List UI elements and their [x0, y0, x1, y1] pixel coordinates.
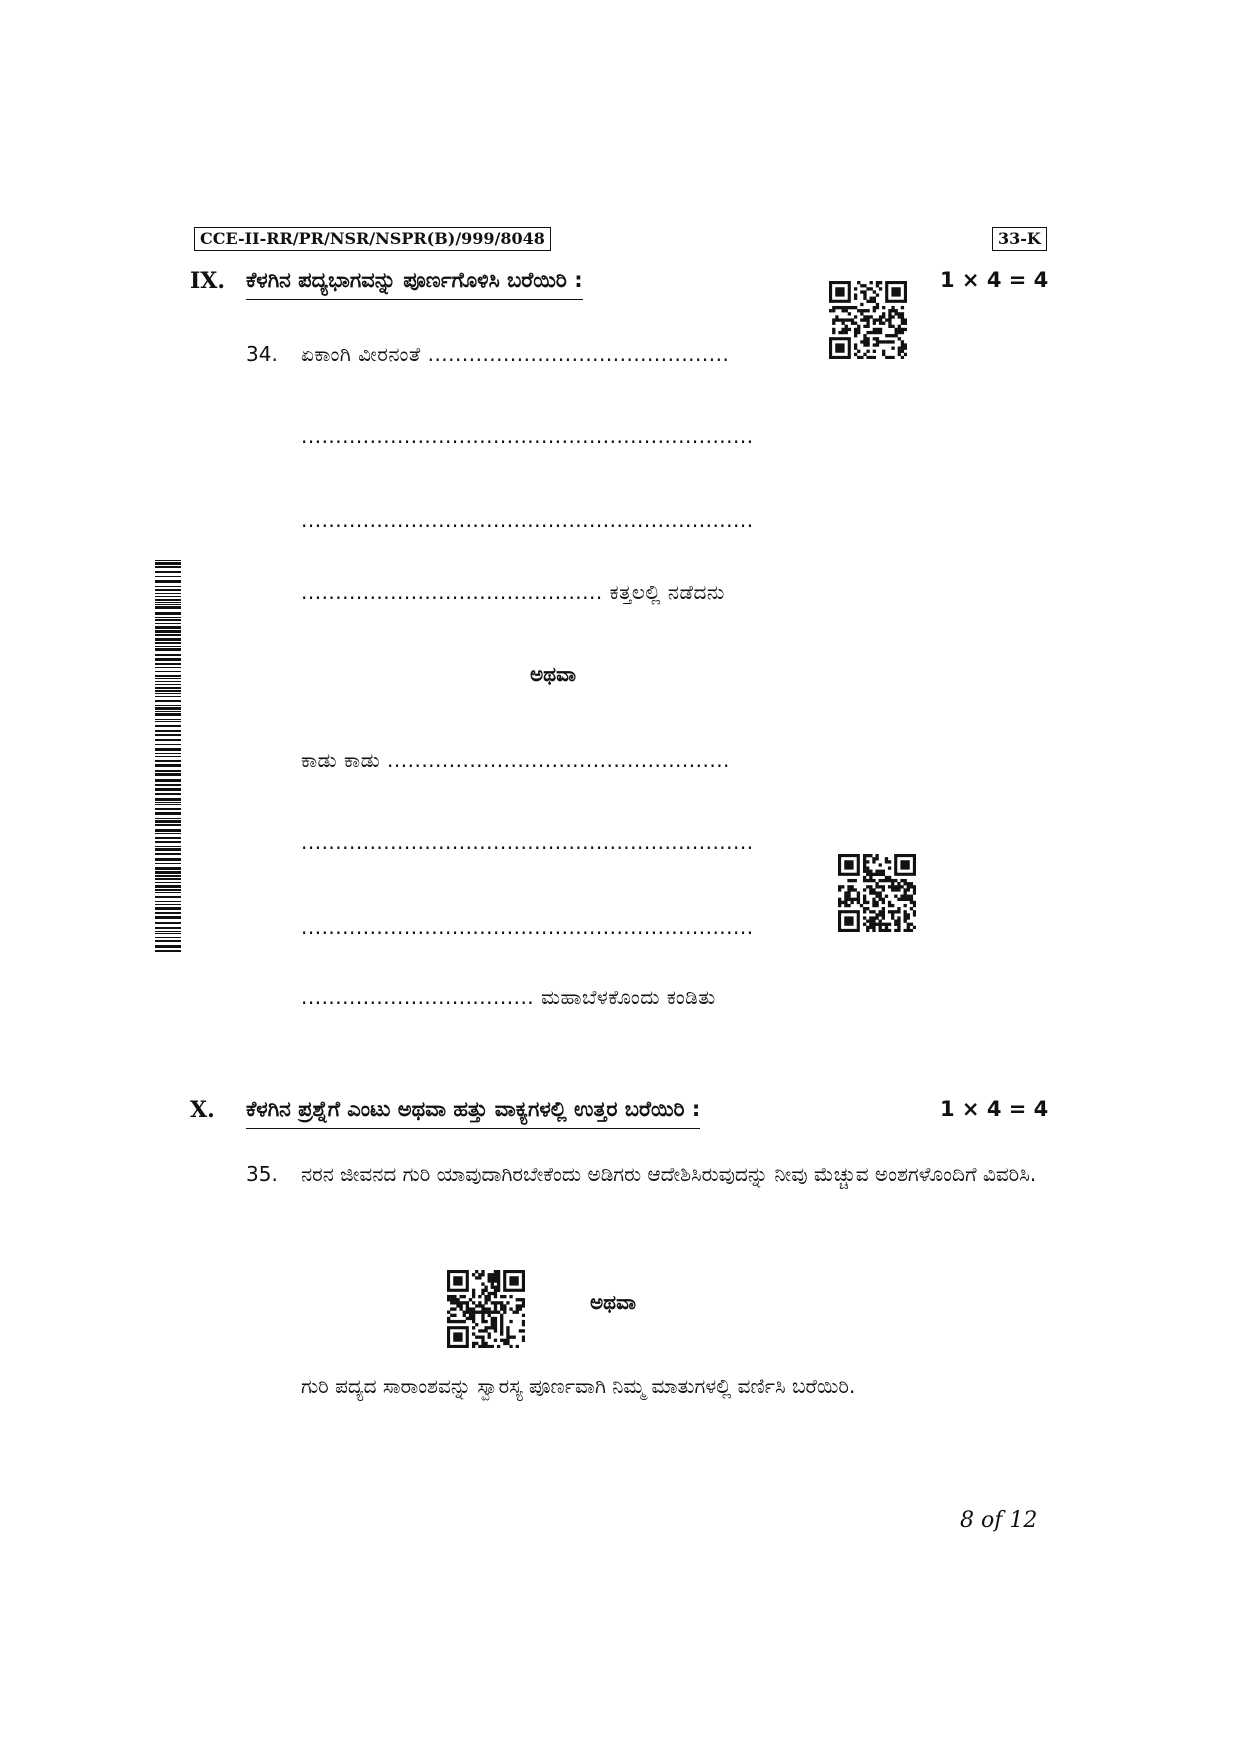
- alt-poem-line-3: ..................................................................: [301, 915, 754, 939]
- question-34-number: 34.: [246, 342, 278, 366]
- paper-id: 33-K: [992, 227, 1047, 251]
- alt-poem-line-1: ಕಾಡು ಕಾಡು ..................................................: [301, 748, 730, 772]
- section-x-number: X.: [190, 1097, 215, 1123]
- section-x-marks: 1 × 4 = 4: [940, 1097, 1049, 1121]
- question-35-alt-text: ಗುರಿ ಪದ್ಯದ ಸಾರಾಂಶವನ್ನು ಸ್ವಾರಸ್ಯ ಪೂರ್ಣವಾಗಿ ನಿಮ್ಮ ಮಾತುಗಳಲ್ಲಿ ವರ್ಣಿಸಿ ಬರೆಯಿರಿ.: [301, 1374, 856, 1398]
- section-x-title: ಕೆಳಗಿನ ಪ್ರಶ್ನೆಗೆ ಎಂಟು ಅಥವಾ ಹತ್ತು ವಾಕ್ಯಗಳಲ್ಲಿ ಉತ್ತರ ಬರೆಯಿರಿ :: [246, 1097, 700, 1129]
- qr-code-icon: [829, 281, 907, 359]
- section-ix-number: IX.: [190, 268, 226, 294]
- barcode-icon: [155, 560, 181, 952]
- poem-line-2: ..................................................................: [301, 424, 754, 448]
- question-35-text: ನರನ ಜೀವನದ ಗುರಿ ಯಾವುದಾಗಿರಬೇಕೆಂದು ಅಡಿಗರು ಆದೇಶಿಸಿರುವುದನ್ನು ನೀವು ಮೆಚ್ಚುವ ಅಂಶಗಳೊಂದಿಗೆ ವಿವರಿಸಿ.: [301, 1162, 1037, 1186]
- alt-poem-line-2: ..................................................................: [301, 830, 754, 854]
- or-label: ಅಥವಾ: [530, 662, 576, 686]
- poem-line-3: ..................................................................: [301, 508, 754, 532]
- question-35-number: 35.: [246, 1162, 278, 1186]
- qr-code-icon: [838, 854, 916, 932]
- section-ix-title: ಕೆಳಗಿನ ಪದ್ಯಭಾಗವನ್ನು ಪೂರ್ಣಗೊಳಿಸಿ ಬರೆಯಿರಿ :: [246, 268, 583, 300]
- section-ix-marks: 1 × 4 = 4: [940, 268, 1049, 292]
- poem-line-1: ಏಕಾಂಗಿ ವೀರನಂತೆ ............................................: [301, 342, 730, 366]
- page-number: 8 of 12: [960, 1508, 1038, 1533]
- poem-line-4: ............................................ ಕತ್ತಲಲ್ಲಿ ನಡೆದನು: [301, 580, 725, 604]
- qr-code-icon: [447, 1270, 525, 1348]
- paper-code: CCE-II-RR/PR/NSR/NSPR(B)/999/8048: [194, 227, 551, 251]
- or-label: ಅಥವಾ: [590, 1290, 636, 1314]
- alt-poem-line-4: .................................. ಮಹಾಬೆಳಕೊಂದು ಕಂಡಿತು: [301, 985, 716, 1009]
